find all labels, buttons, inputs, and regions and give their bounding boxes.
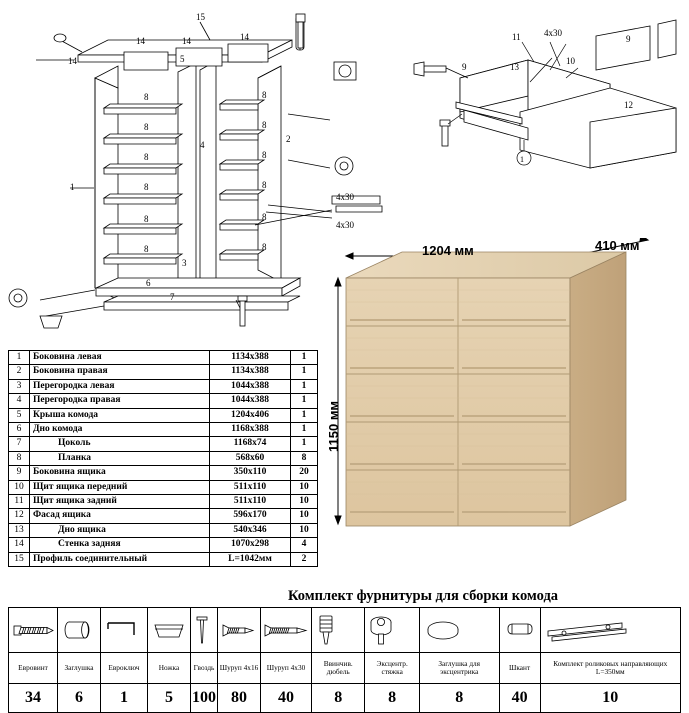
- table-row: 15 Профиль соединительный L=1042мм 2: [9, 552, 318, 566]
- dowel-icon: [499, 608, 540, 653]
- hardware-count-9: 8: [419, 684, 499, 713]
- svg-text:4х30: 4х30: [336, 220, 354, 230]
- hardware-count-10: 40: [499, 684, 540, 713]
- hardware-count-0: 34: [9, 684, 58, 713]
- svg-text:12: 12: [624, 100, 633, 110]
- hardware-name-11: Комплект роликовых направляющих L=350мм: [540, 653, 680, 684]
- table-row: 7 Цоколь 1168x74 1: [9, 437, 318, 451]
- hardware-count-5: 80: [218, 684, 261, 713]
- svg-text:13: 13: [510, 62, 519, 72]
- hardware-name-2: Евроключ: [101, 653, 148, 684]
- table-row: 5 Крыша комода 1204x406 1: [9, 408, 318, 422]
- svg-text:7: 7: [170, 292, 175, 302]
- svg-text:8: 8: [144, 244, 149, 254]
- eccentric-cap-icon: [419, 608, 499, 653]
- eccentric-tie-icon: [365, 608, 419, 653]
- euro-key-icon: [101, 608, 148, 653]
- table-row: 9 Боковина ящика 350x110 20: [9, 466, 318, 480]
- table-row: 13 Дно ящика 540x346 10: [9, 523, 318, 537]
- hardware-name-9: Заглушка для эксцентрика: [419, 653, 499, 684]
- hardware-kit-title: Комплект фурнитуры для сборки комода: [287, 588, 559, 604]
- svg-text:15: 15: [196, 12, 205, 22]
- depth-dimension-label: 410 мм: [595, 238, 640, 253]
- svg-text:5: 5: [180, 54, 185, 64]
- leg-icon: [148, 608, 191, 653]
- svg-text:1: 1: [520, 155, 524, 164]
- hardware-name-7: Ввинчив. дюбель: [312, 653, 365, 684]
- hardware-name-8: Эксцентр. стяжка: [365, 653, 419, 684]
- nail-icon: [191, 608, 218, 653]
- svg-text:8: 8: [262, 242, 267, 252]
- hardware-table: [8, 607, 681, 713]
- dowel-screw-icon: [312, 608, 365, 653]
- table-row: 11 Щит ящика задний 511x110 10: [9, 495, 318, 509]
- hardware-count-11: 10: [540, 684, 680, 713]
- height-dimension-label: 1150 мм: [326, 400, 341, 452]
- svg-text:14: 14: [68, 56, 77, 66]
- hardware-name-3: Ножка: [148, 653, 191, 684]
- dresser-render: [330, 238, 689, 568]
- table-row: 2 Боковина правая 1134x388 1: [9, 365, 318, 379]
- hardware-name-1: Заглушка: [58, 653, 101, 684]
- screw-4x30-icon: [261, 608, 312, 653]
- exploded-drawer-diagram: [400, 0, 689, 170]
- svg-text:6: 6: [146, 278, 151, 288]
- table-row: 3 Перегородка левая 1044x388 1: [9, 379, 318, 393]
- hardware-count-3: 5: [148, 684, 191, 713]
- screw-4x16-icon: [218, 608, 261, 653]
- svg-text:9: 9: [462, 62, 467, 72]
- hardware-name-0: Евровинт: [9, 653, 58, 684]
- svg-text:8: 8: [262, 150, 267, 160]
- svg-text:14: 14: [136, 36, 145, 46]
- svg-text:8: 8: [144, 152, 149, 162]
- svg-text:9: 9: [626, 34, 631, 44]
- table-row: 1 Боковина левая 1134x388 1: [9, 351, 318, 365]
- hardware-name-5: Шуруп 4х16: [218, 653, 261, 684]
- svg-text:14: 14: [182, 36, 191, 46]
- hardware-count-2: 1: [101, 684, 148, 713]
- table-row: 10 Щит ящика передний 511x110 10: [9, 480, 318, 494]
- euro-screw-icon: [9, 608, 58, 653]
- hardware-count-6: 40: [261, 684, 312, 713]
- hardware-count-1: 6: [58, 684, 101, 713]
- svg-text:8: 8: [262, 212, 267, 222]
- table-row: 8 Планка 568x60 8: [9, 451, 318, 465]
- svg-text:8: 8: [144, 214, 149, 224]
- svg-text:4х30: 4х30: [336, 192, 354, 202]
- hardware-count-4: 100: [191, 684, 218, 713]
- runner-set-icon: [540, 608, 680, 653]
- svg-text:4: 4: [200, 140, 205, 150]
- svg-text:1: 1: [70, 182, 75, 192]
- hardware-name-6: Шуруп 4х30: [261, 653, 312, 684]
- svg-text:8: 8: [262, 120, 267, 130]
- svg-text:4х30: 4х30: [544, 28, 562, 38]
- hardware-name-4: Гвоздь: [191, 653, 218, 684]
- parts-table: [8, 350, 318, 567]
- svg-text:2: 2: [286, 134, 291, 144]
- hardware-name-10: Шкант: [499, 653, 540, 684]
- hardware-count-7: 8: [312, 684, 365, 713]
- svg-text:8: 8: [262, 180, 267, 190]
- cap-icon: [58, 608, 101, 653]
- table-row: 6 Дно комода 1168x388 1: [9, 423, 318, 437]
- svg-text:11: 11: [512, 32, 521, 42]
- table-row: 14 Стенка задняя 1070x298 4: [9, 538, 318, 552]
- table-row: 12 Фасад ящика 596x170 10: [9, 509, 318, 523]
- svg-text:8: 8: [144, 92, 149, 102]
- svg-text:3: 3: [182, 258, 187, 268]
- svg-text:14: 14: [240, 32, 249, 42]
- svg-text:10: 10: [566, 56, 575, 66]
- svg-text:8: 8: [144, 182, 149, 192]
- width-dimension-label: 1204 мм: [422, 243, 474, 258]
- table-row: 4 Перегородка правая 1044x388 1: [9, 394, 318, 408]
- svg-text:8: 8: [262, 90, 267, 100]
- hardware-count-8: 8: [365, 684, 419, 713]
- svg-text:8: 8: [144, 122, 149, 132]
